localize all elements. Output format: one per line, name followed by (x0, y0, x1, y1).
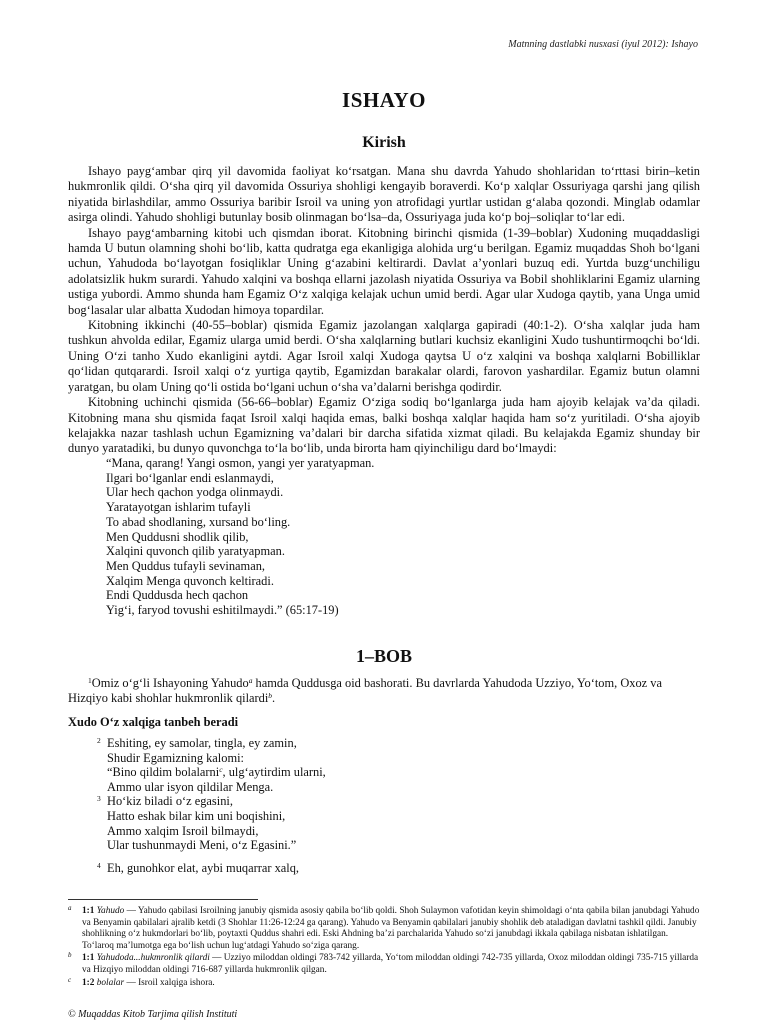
section-subheading: Xudo O‘z xalqiga tanbeh beradi (68, 715, 239, 729)
poem-line: Men Quddusni shodlik qilib, (106, 529, 249, 544)
footnotes (68, 906, 700, 990)
intro-poem (106, 456, 374, 618)
poem-line-text: Eshiting, ey samolar, tingla, ey zamin, (107, 736, 297, 750)
poem-line: $^3$ Ho‘kiz biladi o‘z egasini, (97, 794, 233, 809)
footnote-item: c 1:2 bolalar — Isroil xalqiga ishora. (68, 975, 215, 988)
footnote-term: Yahudoda...hukmronlik qilardi (96, 953, 210, 964)
footnote-text: — Uzziyo miloddan oldingi 783-742 yillarda, Yo‘tom miloddan oldingi 742-735 yillarda, Oxoz miloddan oldingi 735-715 yillarda va Hizqiyo miloddan oldingi 716-687 yillarda hukmronlik qilgan. (82, 953, 699, 975)
chapter-title: 1–BOB (355, 646, 412, 666)
footnote-ref-verse: 1:1 (82, 953, 95, 964)
poem-line: Endi Quddusda hech qachon (106, 588, 249, 603)
footnote-term: Yahudo (96, 906, 125, 916)
footnote-divider (68, 899, 258, 900)
poem-line: Ammo ular isyon qildilar Menga. (107, 779, 274, 794)
intro-paragraph: Ishayo payg‘ambar qirq yil davomida faoliyat ko‘rsatgan. Mana shu davrda Yahudo shohlaridan to‘rttasi birin–ketin hukmronlik qildi. O‘sha qirq yil davomida Ossuriya shohligi kengayib boraverdi. Ko‘p xalqlar Ossuriyaga qarshi jang qilish niyatida birlashdilar, ammo Ossuriya baribir Isroil va uning yon atrofidagi yurtlar ustidan g‘alaba qozondi. Minglab odamlar asirga olindi. Yahudo shohligi butunlay bosib olinmagan bo‘lsa–da, Ossuriyaga juda ko‘p boj–soliqlar to‘lar edi. (68, 164, 700, 225)
chapter-poem (97, 736, 326, 875)
poem-line: Yaratayotgan ishlarim tufayli (106, 500, 251, 515)
poem-line-text: Ho‘kiz biladi o‘z egasini, (107, 794, 233, 809)
footnote-text: — Isroil xalqiga ishora. (124, 977, 215, 988)
intro-paragraph: Kitobning uchinchi qismida (56-66–boblar) Egamiz O‘ziga sodiq bo‘lganlarga juda ham ajoyib kelajak va’da qiladi. Kitobning mana shu qismida faqat Isroil xalqi haqida emas, balki boshqa xalqlar haqida ham so‘z yuritiladi. O‘sha ajoyib kelajakka nazar tashlash uchun Egamizning va’dalari bir darcha sifatida xizmat qiladi. Bu kelajakda Egamiz shunday bir dunyo yaratadiki, bu dunyo quvonchga to‘la bo‘lib, unda birorta ham qiyinchiligu dard bo‘lmaydi: (68, 395, 700, 456)
poem-line: “Mana, qarang! Yangi osmon, yangi yer yaratyapman. (106, 456, 375, 470)
poem-line: Hatto eshak bilar kim uni boqishini, (107, 808, 286, 823)
poem-line: Xalqini quvonch qilib yaratyapman. (106, 544, 285, 559)
footnote-ref[interactable]: c (219, 765, 223, 775)
footnote-ref-verse: 1:1 (82, 906, 95, 916)
footnote-ref[interactable]: a (248, 676, 253, 685)
verse-number: 1 (88, 676, 92, 685)
verse-1 (68, 676, 700, 707)
intro-paragraph: Ishayo payg‘ambarning kitobi uch qismdan iborat. Kitobning birinchi qismida (1-39–boblar) Xudoning muqaddasligi hamda U butun olamning shohi bo‘lib, katta qudratga ega ekanligiga alohida urg‘u berilgan. Egamiz muqaddas Shoh bo‘lgani uchun, Yahudoda bo‘layotgan fosiqliklar Uning g‘azabini keltirardi. Davlat a’yonlari buzuq edi. Yurtda buzg‘unchiligu adolatsizlik hukm surardi. Yahudo xalqini va boshqa ellarni jazolash niyatida Ossuriya va Bobil shohliklarini Egamiz ularning ustiga yubordi. Ammo shunda ham Egamiz O‘z xalqiga kelajak uchun umid berdi. Agar ular Xudoga qaytib, yana Unga umid bog‘lasalar ular albatta Xudodan himoya topardilar. (68, 225, 700, 317)
poem-line: To abad shodlaning, xursand bo‘ling. (106, 514, 291, 529)
intro-text (68, 164, 700, 457)
poem-line: Ular hech qachon yodga olinmaydi. (106, 485, 284, 500)
footnote-term: bolalar (96, 977, 125, 988)
intro-heading: Kirish (362, 134, 406, 151)
poem-line: Men Quddus tufayli sevinaman, (106, 558, 265, 573)
poem-line: Ilgari bo‘lganlar endi eslanmaydi, (106, 470, 274, 485)
poem-line-text: , ulg‘aytirdim ularni, (222, 765, 326, 780)
copyright-footer: © Muqaddas Kitob Tarjima qilish Instituti (68, 1009, 238, 1020)
verse-text: . (272, 691, 276, 706)
book-title: ISHAYO (342, 88, 426, 112)
verse-paragraph (68, 676, 700, 707)
stanza-gap (97, 853, 326, 861)
footnote-ref-verse: 1:2 (82, 977, 95, 988)
verse-text: Omiz o‘g‘li Ishayoning Yahudo (91, 676, 249, 690)
running-header: Matnning dastlabki nusxasi (iyul 2012): Ishayo (508, 39, 698, 50)
poem-line-text: “Bino qildim bolalarni (107, 765, 220, 780)
poem-line: Ular tushunmaydi Meni, o‘z Egasini.” (107, 838, 297, 853)
verse-text: hamda Quddusga oid bashorati. Bu davrlarda Yahudoda Uzziyo, Yo‘tom, Oxoz va Hizqiyo kabi shohlar hukmronlik qilardi (68, 676, 662, 706)
poem-line-text: Eh, gunohkor elat, aybi muqarrar xalq, (107, 860, 299, 875)
poem-line: Yig‘i, faryod tovushi eshitilmaydi.” (65:17-19) (106, 603, 339, 618)
footnote-item: b 1:1 Yahudoda...hukmronlik qilardi — Uzziyo miloddan oldingi 783-742 yillarda, Yo‘tom miloddan oldingi 742-735 yillarda, Oxoz miloddan oldingi 735-715 yillarda va Hizqiyo miloddan oldingi 716-687 yillarda hukmronlik qilgan. (68, 951, 699, 975)
footnote-ref[interactable]: b (268, 691, 273, 701)
poem-line: Xalqim Menga quvonch keltiradi. (106, 573, 274, 588)
footnote-item: a 1:1 Yahudo — Yahudo qabilasi Isroilning janubiy qismida asosiy qabila bo‘lib qoldi. Shoh Sulaymon vafotidan keyin shimoldagi o‘nta qabila bilan janubdagi Yahudo va Benyamin qabilalari ajralib ketdi (3 Shohlar 11:26-12:24 ga qarang). Yahudo va Benyamin qabilalari janubiy shohlik deb ataladigan davlatni tashkil qildi. Janubiy shohlikning o‘z hukmdorlari bo‘lib, poytaxti Quddus shahri edi. Eski Ahdning ba’zi parchalarida Yahudo so‘zi janubdagi ikkala qabilaga nisbatan ishlatilgan. To‘laroq ma’lumotga ega bo‘lish uchun lug‘atdagi Yahudo so‘ziga qarang. (68, 904, 700, 951)
poem-line (97, 765, 326, 780)
poem-line: Ammo xalqim Isroil bilmaydi, (107, 823, 259, 838)
poem-line: $^2$ Eshiting, ey samolar, tingla, ey zamin, (97, 736, 297, 750)
poem-line: Shudir Egamizning kalomi: (107, 750, 244, 765)
footnote-text: — Yahudo qabilasi Isroilning janubiy qismida asosiy qabila bo‘lib qoldi. Shoh Sulaymon vafotidan keyin shimoldagi o‘nta qabila bilan janubdagi Yahudo va Benyamin qabilalari ajralib ketdi (3 Shohlar 11:26-12:24 ga qarang). Yahudo va Benyamin qabilalari janubiy shohlik deb ataladigan davlatni tashkil qildi. Janubiy shohlikning o‘z hukmdorlari bo‘lib, poytaxti Quddus shahri edi. Eski Ahdning ba’zi parchalarida Yahudo so‘zi janubdagi ikkala qabilaga nisbatan ishlatilgan. To‘laroq ma’lumotga ega bo‘lish uchun lug‘atdagi Yahudo so‘ziga qarang. (82, 906, 700, 951)
intro-paragraph: Kitobning ikkinchi (40-55–boblar) qismida Egamiz jazolangan xalqlarga gapiradi (40:1-2). O‘sha xalqlar juda ham tushkun ahvolda edilar, Egamiz ularga umid berdi. O‘sha xalqlarning butlari kuchsiz ekanligini Xudo tushuntirmoqchi bo‘ldi. Uning O‘zi tanho Xudo ekanligini aytdi. Agar Isroil xalqi Xudoga qaytsa U o‘z xalqini va boshqa xalqlarni Bobilliklar qo‘lidan qutqarardi. Isroil xalqi o‘z yurtiga qaytib, Egamizdan barakalar olardi, farovon yashardilar. Egamiz butun olamni yaratgan, bu olam Uning qo‘li ostida bo‘lgani uchun o‘sha va’dalarni berishga qodirdir. (68, 318, 700, 394)
poem-line: $^4$ Eh, gunohkor elat, aybi muqarrar xalq, (97, 860, 299, 875)
